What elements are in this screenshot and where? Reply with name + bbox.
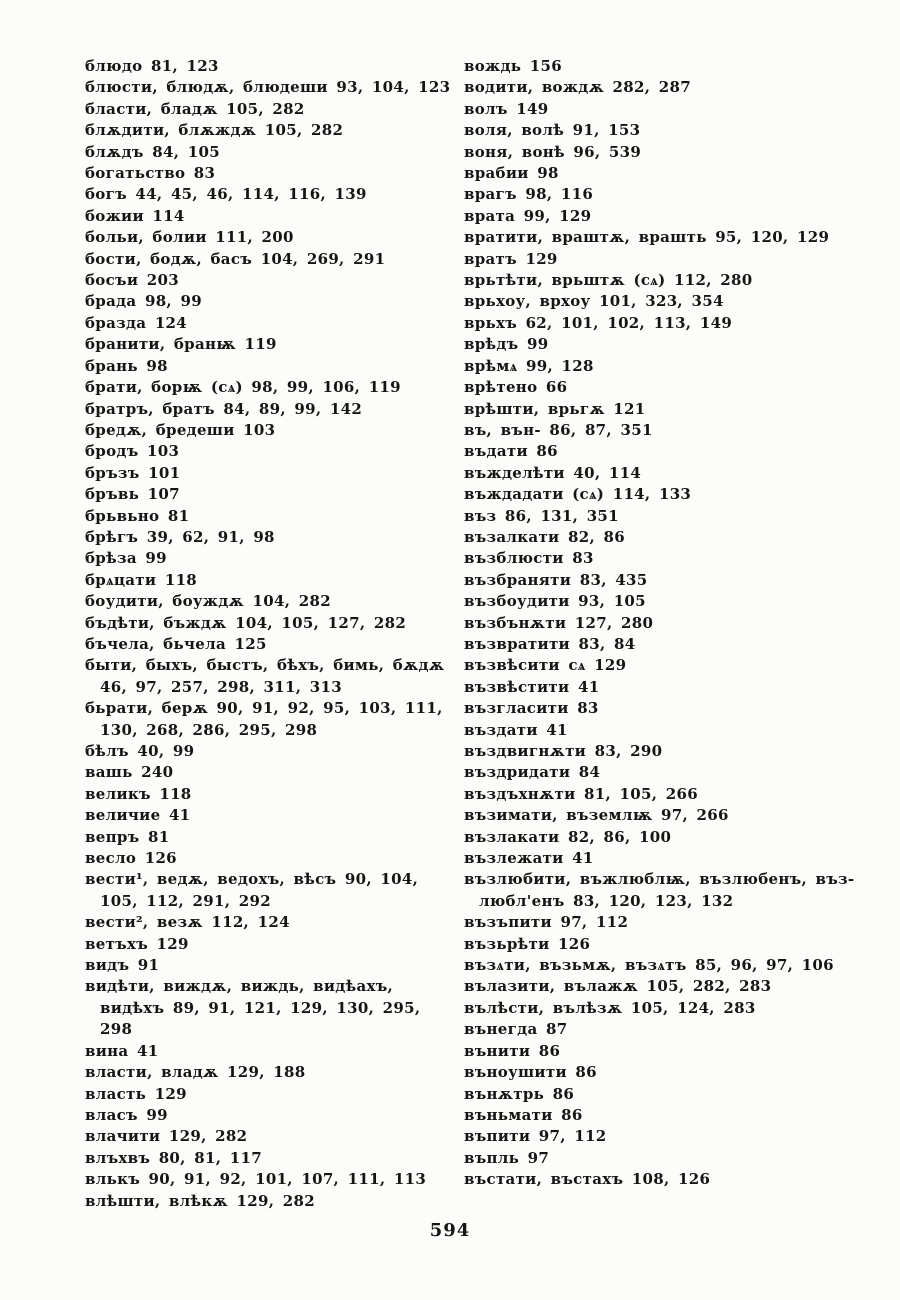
- index-entry: видъ 91: [85, 956, 160, 975]
- index-entry: възлакати 82, 86, 100: [464, 827, 672, 846]
- index-entry: въздридати 84: [464, 763, 601, 782]
- index-column-left: [85, 56, 461, 1212]
- index-entry: брьвьно 81: [85, 506, 190, 525]
- index-entry: вратъ 129: [464, 249, 558, 268]
- index-entry: въстати, въстахъ 108, 126: [464, 1170, 711, 1189]
- index-entry: възбоудити 93, 105: [464, 592, 646, 611]
- index-entry: вънити 86: [464, 1041, 561, 1060]
- index-entry: бръзъ 101: [85, 463, 181, 482]
- index-entry: бъдѣти, бъждѫ 104, 105, 127, 282: [85, 613, 407, 632]
- index-entry: възбраняти 83, 435: [464, 570, 648, 589]
- index-entry: вратити, враштѫ, врашть 95, 120, 129: [464, 228, 830, 247]
- index-entry: въньмати 86: [464, 1105, 583, 1124]
- index-entry: бродъ 103: [85, 442, 180, 461]
- index-entry: възвѣсити сѧ 129: [464, 656, 627, 675]
- index-entry: бласти, бладѫ 105, 282: [85, 99, 305, 118]
- index-entry: врьтѣти, врьштѫ (сѧ) 112, 280: [464, 271, 753, 290]
- index-entry: влачити 129, 282: [85, 1127, 248, 1146]
- index-entry: въ, вън- 86, 87, 351: [464, 420, 653, 439]
- index-entry: волъ 149: [464, 99, 549, 118]
- index-entry: ветъхъ 129: [85, 934, 189, 953]
- index-entry: великъ 118: [85, 784, 192, 803]
- index-entry: вънегда 87: [464, 1020, 568, 1039]
- index-entry: бразда 124: [85, 313, 188, 332]
- index-entry: въноушити 86: [464, 1063, 597, 1082]
- index-entry: въждадати (сѧ) 114, 133: [464, 485, 692, 504]
- index-entry: брань 98: [85, 356, 168, 375]
- index-entry: брѧцати 118: [85, 570, 198, 589]
- index-entry: блюдо 81, 123: [85, 57, 219, 75]
- index-entry: въжделѣти 40, 114: [464, 463, 642, 482]
- index-entry: врѣшти, врьгѫ 121: [464, 399, 646, 418]
- index-entry: въдати 86: [464, 442, 558, 461]
- index-entry: възимати, въземлѭ 97, 266: [464, 806, 729, 825]
- index-entry: бредѫ, бредеши 103: [85, 420, 276, 439]
- index-entry: бьрати, берѫ 90, 91, 92, 95, 103, 111, 130, 268, 286, 295, 298: [85, 699, 443, 739]
- index-entry: брѣгъ 39, 62, 91, 98: [85, 527, 275, 546]
- index-entry: възѧти, възьмѫ, възѧтъ 85, 96, 97, 106: [464, 956, 834, 975]
- index-entry: влькъ 90, 91, 92, 101, 107, 111, 113: [85, 1170, 427, 1189]
- index-entry: възьрѣти 126: [464, 934, 591, 953]
- index-entry: влъхвъ 80, 81, 117: [85, 1148, 262, 1167]
- index-entry: въздати 41: [464, 720, 568, 739]
- index-entry: възвратити 83, 84: [464, 634, 636, 653]
- index-entry: бранити, бранѭ 119: [85, 335, 277, 354]
- index-entry: величие 41: [85, 806, 191, 825]
- index-entry: вести¹, ведѫ, ведохъ, вѣсъ 90, 104, 105, 112, 291, 292: [85, 870, 419, 910]
- index-entry: бости, бодѫ, басъ 104, 269, 291: [85, 249, 386, 268]
- index-entry: весло 126: [85, 849, 177, 868]
- index-entry: вълѣсти, вълѣзѫ 105, 124, 283: [464, 998, 756, 1017]
- index-entry: власти, владѫ 129, 188: [85, 1063, 306, 1082]
- index-entry: вълазити, вълажѫ 105, 282, 283: [464, 977, 772, 996]
- index-entry: врабии 98: [464, 164, 559, 183]
- index-entry: въздвигнѫти 83, 290: [464, 742, 663, 760]
- index-entry: воня, вонѣ 96, 539: [464, 142, 642, 161]
- index-entry: быти, быхъ, быстъ, бѣхъ, бимь, бѫдѫ 46, 97, 257, 298, 311, 313: [85, 656, 445, 696]
- index-entry: врѣмѧ 99, 128: [464, 356, 594, 375]
- index-entry: брада 98, 99: [85, 292, 202, 311]
- index-entry: водити, вождѫ 282, 287: [464, 78, 692, 97]
- index-entry: вънѫтрь 86: [464, 1084, 575, 1103]
- index-entry: богъ 44, 45, 46, 114, 116, 139: [85, 185, 367, 204]
- index-entry: блюсти, блюдѫ, блюдеши 93, 104, 123: [85, 78, 451, 97]
- index-entry: възалкати 82, 86: [464, 527, 625, 546]
- index-entry: вести², везѫ 112, 124: [85, 913, 290, 932]
- index-entry: възъпити 97, 112: [464, 913, 629, 932]
- index-entry: видѣти, виждѫ, виждь, видѣахъ, видѣхъ 89, 91, 121, 129, 130, 295, 298: [85, 977, 421, 1039]
- index-entry: воля, волѣ 91, 153: [464, 121, 641, 140]
- index-entry: въпити 97, 112: [464, 1127, 607, 1146]
- index-entry: богатьство 83: [85, 164, 216, 183]
- index-entry: блѫдити, блѫждѫ 105, 282: [85, 121, 344, 140]
- index-entry: врата 99, 129: [464, 206, 592, 225]
- index-entry: бѣлъ 40, 99: [85, 742, 195, 760]
- index-entry: влѣшти, влѣкѫ 129, 282: [85, 1191, 315, 1210]
- index-entry: бъчела, бьчела 125: [85, 634, 267, 653]
- index-entry: врагъ 98, 116: [464, 185, 594, 204]
- index-entry: больи, болии 111, 200: [85, 228, 294, 247]
- index-entry: врьхоу, врхоу 101, 323, 354: [464, 292, 724, 311]
- index-entry: възлежати 41: [464, 849, 594, 868]
- index-entry: блѫдъ 84, 105: [85, 142, 220, 161]
- index-entry: вашь 240: [85, 763, 174, 782]
- index-entry: въздъхнѫти 81, 105, 266: [464, 784, 699, 803]
- index-entry: възвѣстити 41: [464, 677, 600, 696]
- index-entry: възблюсти 83: [464, 549, 594, 568]
- index-entry: възлюбити, въжлюблѭ, възлюбенъ, въз-любл'енъ 83, 120, 123, 132: [464, 870, 855, 910]
- index-entry: врьхъ 62, 101, 102, 113, 149: [464, 313, 733, 332]
- index-entry: врѣдъ 99: [464, 335, 549, 354]
- index-entry: въпль 97: [464, 1148, 550, 1167]
- index-entry: власть 129: [85, 1084, 187, 1103]
- index-entry: брѣза 99: [85, 549, 167, 568]
- index-entry: вина 41: [85, 1041, 159, 1060]
- index-entry: брати, борѭ (сѧ) 98, 99, 106, 119: [85, 378, 401, 397]
- index-entry: босъи 203: [85, 271, 180, 290]
- index-entry: вепръ 81: [85, 827, 170, 846]
- index-entry: божии 114: [85, 206, 185, 225]
- index-entry: братръ, братъ 84, 89, 99, 142: [85, 399, 363, 418]
- index-column-right: [464, 56, 888, 1191]
- index-entry: бръвь 107: [85, 485, 180, 504]
- index-entry: въз 86, 131, 351: [464, 506, 619, 525]
- page-number: 594: [429, 1220, 471, 1241]
- index-entry: власъ 99: [85, 1105, 168, 1124]
- index-entry: възбънѫти 127, 280: [464, 613, 654, 632]
- index-entry: възгласити 83: [464, 699, 599, 718]
- index-entry: вождь 156: [464, 57, 562, 75]
- index-entry: боудити, боуждѫ 104, 282: [85, 592, 331, 611]
- index-entry: врѣтено 66: [464, 378, 568, 397]
